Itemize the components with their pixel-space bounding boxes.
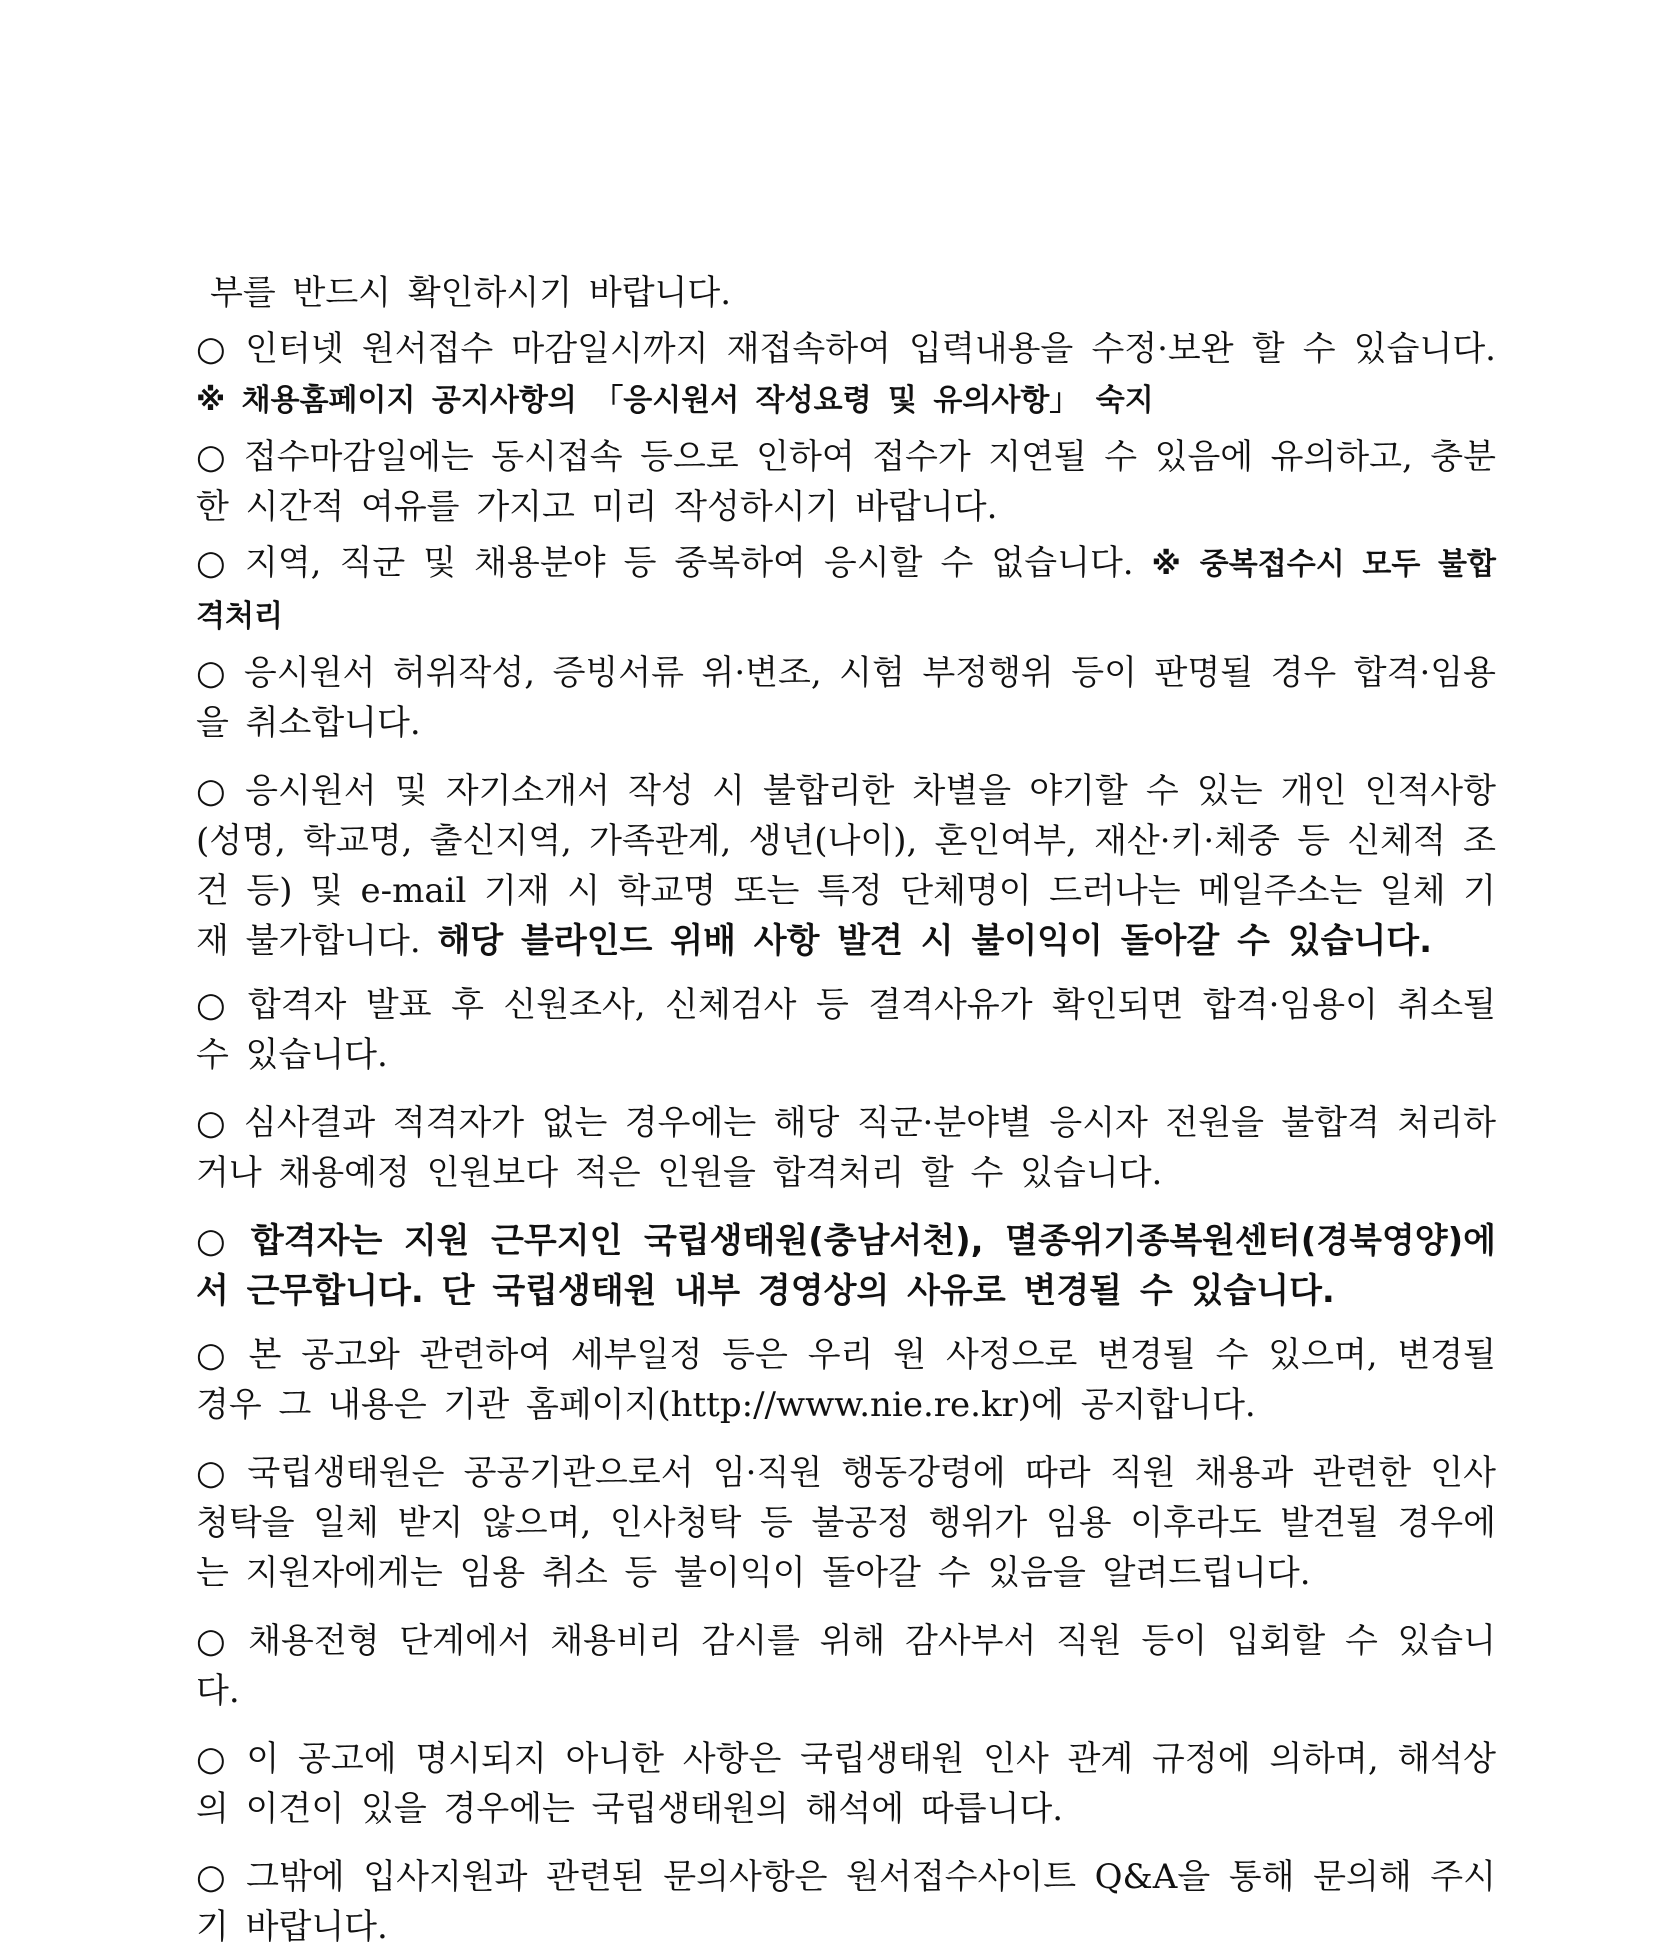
notice-item-audit [196,1616,1496,1716]
continuation-text: 부를 반드시 확인하시기 바랍니다. [210,273,732,313]
notice-item-schedule-change [196,1330,1496,1430]
notice-item-deadline [196,432,1496,532]
notice-text: ○ 그밖에 입사지원과 관련된 문의사항은 원서접수사이트 Q&A을 통해 문의해 주시기 바랍니다. [196,1857,1496,1947]
notice-text: ○ 접수마감일에는 동시접속 등으로 인하여 접수가 지연될 수 있음에 유의하고, 충분한 시간적 여유를 가지고 미리 작성하시기 바랍니다. [196,437,1496,527]
document-page [196,268,1496,1952]
notice-text: ○ 이 공고에 명시되지 아니한 사항은 국립생태원 인사 관계 규정에 의하며, 해석상의 이견이 있을 경우에는 국립생태원의 해석에 따릅니다. [196,1739,1496,1829]
notice-emphasis: 해당 블라인드 위배 사항 발견 시 불이익이 돌아갈 수 있습니다. [437,921,1433,961]
notice-item-solicitation [196,1448,1496,1598]
notice-item-background-check [196,980,1496,1080]
notice-text: ○ 지역, 직군 및 채용분야 등 중복하여 응시할 수 없습니다. [196,543,1134,583]
notice-item-false-entry [196,648,1496,748]
notice-item-no-qualified [196,1098,1496,1198]
notice-item-inquiry [196,1852,1496,1952]
notice-text: ○ 응시원서 및 자기소개서 작성 시 불합리한 차별을 야기할 수 있는 개인 인적사항(성명, 학교명, 출신지역, 가족관계, 생년(나이), 혼인여부, 재산·키·체중 등 신체적 조건 등) 및 e-mail 기재 시 학교명 또는 특정 단체명이 드러나는 메일주소는 일체 기재 불가합니다. [196,771,1496,961]
notice-item-blind [196,766,1496,966]
notice-text: ○ 인터넷 원서접수 마감일시까지 재접속하여 입력내용을 수정·보완 할 수 있습니다. [196,329,1496,369]
notice-note: ※ 중복접수시 모두 불합격처리 [196,547,1496,634]
notice-text: ○ 본 공고와 관련하여 세부일정 등은 우리 원 사정으로 변경될 수 있으며, 변경될 경우 그 내용은 기관 홈페이지(http://www.nie.re.kr)에 공지합니다. [196,1335,1496,1425]
notice-item-regulation [196,1734,1496,1834]
notice-text: ○ 채용전형 단계에서 채용비리 감시를 위해 감사부서 직원 등이 입회할 수 있습니다. [196,1621,1496,1711]
notice-text: ○ 심사결과 적격자가 없는 경우에는 해당 직군·분야별 응시자 전원을 불합격 처리하거나 채용예정 인원보다 적은 인원을 합격처리 할 수 있습니다. [196,1103,1496,1193]
notice-text: ○ 합격자 발표 후 신원조사, 신체검사 등 결격사유가 확인되면 합격·임용이 취소될 수 있습니다. [196,985,1496,1075]
notice-text: ○ 국립생태원은 공공기관으로서 임·직원 행동강령에 따라 직원 채용과 관련한 인사청탁을 일체 받지 않으며, 인사청탁 등 불공정 행위가 임용 이후라도 발견될 경우에는 지원자에게는 임용 취소 등 불이익이 돌아갈 수 있음을 알려드립니다. [196,1453,1496,1593]
notice-note: ※ 채용홈페이지 공지사항의 「응시원서 작성요령 및 유의사항」 숙지 [196,383,1154,418]
notice-item-workplace [196,1216,1496,1316]
notice-bold-text: ○ 합격자는 지원 근무지인 국립생태원(충남서천), 멸종위기종복원센터(경북영양)에서 근무합니다. 단 국립생태원 내부 경영상의 사유로 변경될 수 있습니다. [196,1221,1496,1311]
notice-item-online-edit [196,324,1496,426]
notice-item-duplicate [196,538,1496,642]
notice-text: ○ 응시원서 허위작성, 증빙서류 위·변조, 시험 부정행위 등이 판명될 경우 합격·임용을 취소합니다. [196,653,1496,743]
